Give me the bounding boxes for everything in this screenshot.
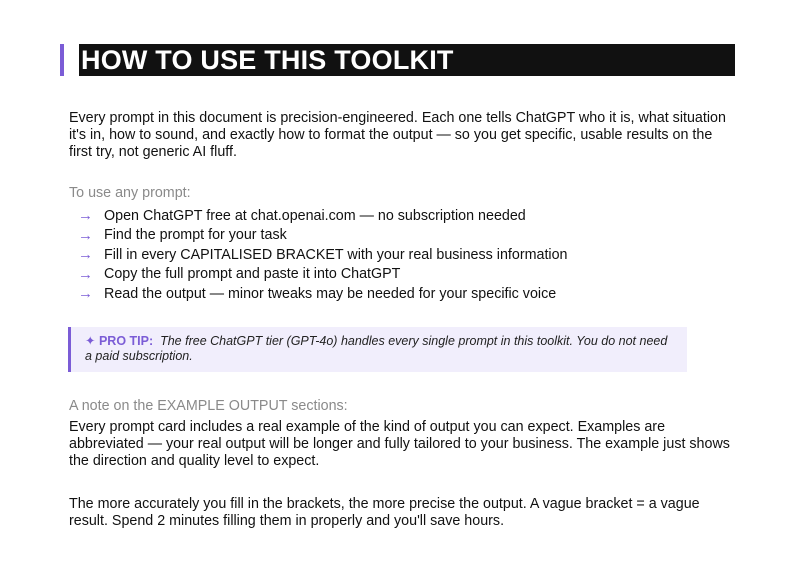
intro-paragraph: Every prompt in this document is precision-engineered. Each one tells ChatGPT who it is, what situation it's in, how to sound, and exactly how to format the output — so you get specific, usable results on the first try, not generic AI fluff.: [69, 110, 726, 160]
list-item: [78, 284, 568, 304]
list-item: [78, 226, 568, 246]
pro-tip-text: The free ChatGPT tier (GPT-4o) handles every single prompt in this toolkit. You do not need a paid subscription.: [85, 334, 668, 363]
arrow-right-icon: →: [78, 226, 93, 244]
arrow-right-icon: →: [78, 265, 93, 283]
list-item: [78, 206, 568, 226]
pro-tip-label: PRO TIP:: [98, 334, 154, 348]
closing-paragraph: The more accurately you fill in the brackets, the more precise the output. A vague bracket = a vague result. Spend 2 minutes filling them in properly and you'll save hours.: [69, 496, 700, 529]
step-text: Read the output — minor tweaks may be needed for your specific voice: [104, 285, 557, 302]
list-item: [78, 245, 568, 265]
section-title-block: [60, 44, 735, 76]
arrow-right-icon: →: [78, 246, 93, 264]
page-title: HOW TO USE THIS TOOLKIT: [79, 44, 735, 76]
pro-tip-callout: [68, 327, 687, 372]
step-text: Copy the full prompt and paste it into ChatGPT: [104, 266, 401, 283]
note-label: A note on the EXAMPLE OUTPUT sections:: [69, 398, 348, 414]
title-accent-bar: [60, 44, 64, 76]
note-paragraph: Every prompt card includes a real example of the kind of output you can expect. Examples are abbreviated — your real output will be longer and fully tailored to your business. The example just shows the direction and quality level to expect.: [69, 419, 730, 469]
steps-label: To use any prompt:: [69, 185, 191, 201]
list-item: [78, 265, 568, 285]
steps-list: [78, 206, 568, 304]
step-text: Find the prompt for your task: [104, 227, 287, 244]
arrow-right-icon: →: [78, 285, 93, 303]
step-text: Open ChatGPT free at chat.openai.com — no subscription needed: [104, 207, 526, 224]
sparkle-icon: ✦: [85, 334, 96, 348]
step-text: Fill in every CAPITALISED BRACKET with your real business information: [104, 246, 568, 263]
arrow-right-icon: →: [78, 207, 93, 225]
